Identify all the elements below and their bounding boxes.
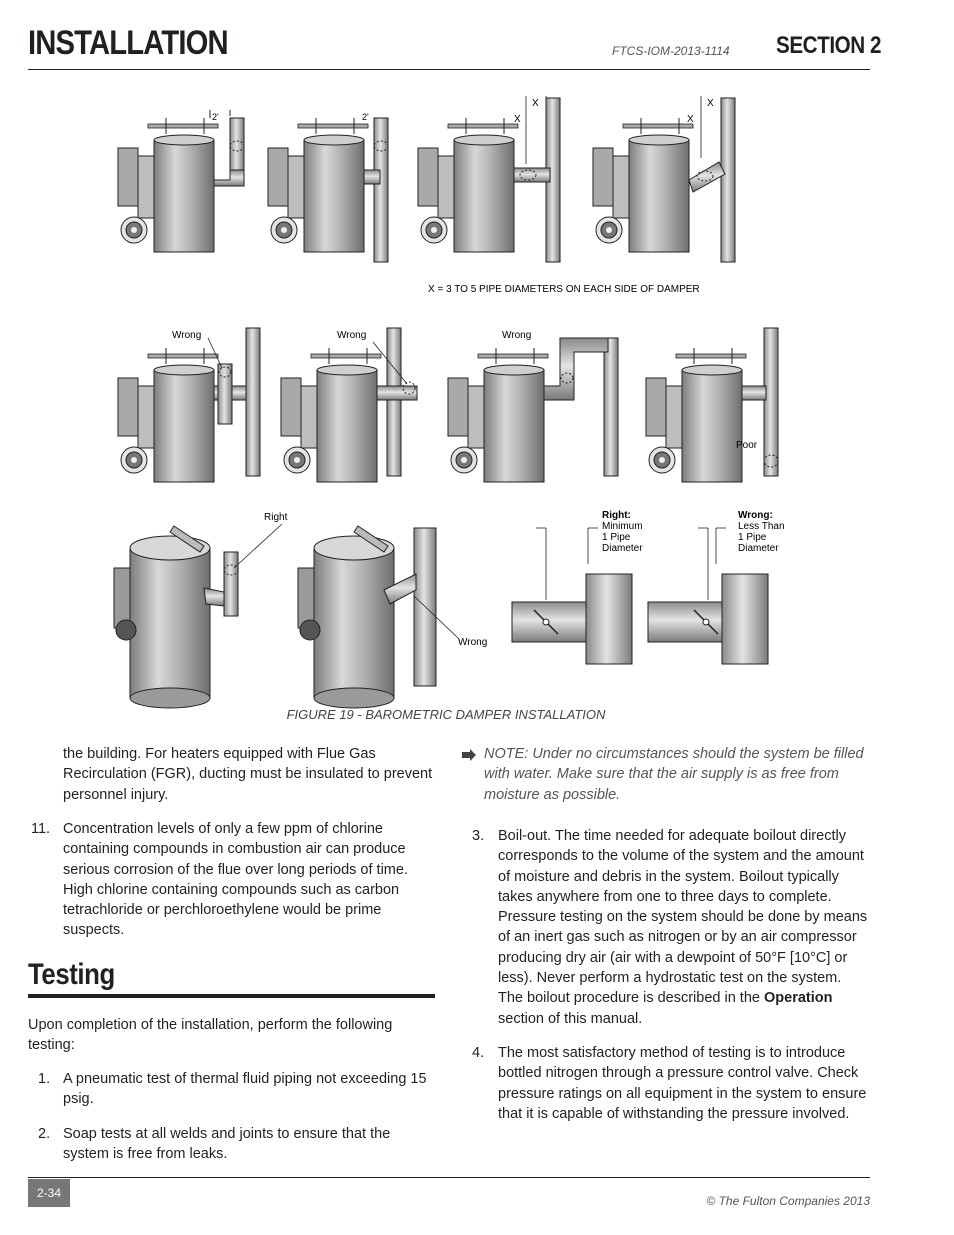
label-poor: Poor <box>736 440 758 451</box>
figure-caption: FIGURE 19 - BAROMETRIC DAMPER INSTALLATION <box>286 707 606 722</box>
section-label: SECTION 2 <box>776 32 882 59</box>
label-right: Right <box>264 512 288 523</box>
operation-bold-text: Operation <box>764 990 833 1007</box>
pointing-hand-icon <box>462 748 476 760</box>
detail-wrong-line2: 1 Pipe <box>738 532 767 543</box>
item-3-text-end: section of this manual. <box>498 1010 643 1027</box>
item-1-text: A pneumatic test of thermal fluid piping not exceeding 15 psig. <box>63 1071 427 1108</box>
heater-right-perspective <box>114 512 288 708</box>
detail-wrong <box>648 510 785 664</box>
dim-x-1: X <box>532 98 539 109</box>
label-wrong-3: Wrong <box>502 330 532 341</box>
detail-right-line1: Minimum <box>602 521 643 532</box>
item-2-number: 2. <box>38 1126 51 1142</box>
damper-diagram <box>28 78 908 738</box>
figure-note-x: X = 3 TO 5 PIPE DIAMETERS ON EACH SIDE OF DAMPER <box>428 284 700 295</box>
dim-2ft-2: 2' <box>362 112 369 122</box>
page-number: 2-34 <box>28 1179 70 1207</box>
detail-wrong-line3: Diameter <box>738 543 779 554</box>
continued-paragraph: the building. For heaters equipped with Flue Gas Recirculation (FGR), ducting must be insulated to prevent personnel injury. <box>63 746 433 803</box>
item-3-number: 3. <box>472 828 485 844</box>
item-1-number: 1. <box>38 1071 51 1087</box>
dim-x-4: X <box>687 114 694 125</box>
detail-right-line2: 1 Pipe <box>602 532 631 543</box>
testing-heading: Testing <box>28 958 115 991</box>
label-wrong-2: Wrong <box>337 330 367 341</box>
testing-rule <box>28 994 435 998</box>
item-11-text: Concentration levels of only a few ppm of chlorine containing compounds in combustion air can produce serious corrosion of the flue over long periods of time. High chlorine containing compounds such as carbon tetrachloride or perchloroethylene would be prime suspects. <box>63 821 408 939</box>
testing-intro: Upon completion of the installation, perform the following testing: <box>28 1017 393 1054</box>
detail-right-line3: Diameter <box>602 543 643 554</box>
document-number: FTCS-IOM-2013-1114 <box>612 44 730 58</box>
item-4-text: The most satisfactory method of testing is to introduce bottled nitrogen through a pressure control valve. Check pressure ratings on all equipment in the system to ensure that it is capable of withstanding the pressure involved. <box>498 1045 867 1122</box>
item-3-text <box>498 826 870 1029</box>
item-3-text-main: Boil-out. The time needed for adequate boilout directly corresponds to the volume of the system and the amount of moisture and debris in the system. Boilout typically takes anywhere from one to three days to complete. Pressure testing on the system should be done by means of an inert gas such as nitrogen or by an air compressor producing dry air (air with a dewpoint of 50°F [10°C] or less). Never perform a hydrostatic test on the system. The boilout procedure is described in the <box>498 828 868 1007</box>
dim-x-2: X <box>514 114 521 125</box>
label-wrong-1: Wrong <box>172 330 202 341</box>
copyright: © The Fulton Companies 2013 <box>706 1194 870 1208</box>
detail-right <box>512 510 643 664</box>
heater-wrong-perspective <box>298 526 487 708</box>
item-4-number: 4. <box>472 1045 485 1061</box>
barometric-damper-figure <box>28 78 908 738</box>
header-rule <box>28 69 870 70</box>
dim-2ft-1: 2' <box>212 112 219 122</box>
footer-rule <box>28 1177 870 1178</box>
detail-right-title: Right: <box>602 510 631 521</box>
item-11-number: 11. <box>31 821 51 837</box>
note-text: NOTE: Under no circumstances should the system be filled with water. Make sure that the air supply is as free from moisture as possible. <box>484 746 864 803</box>
page-title: INSTALLATION <box>28 24 228 62</box>
detail-wrong-line1: Less Than <box>738 521 785 532</box>
label-wrong-4: Wrong <box>458 637 488 648</box>
item-2-text: Soap tests at all welds and joints to ensure that the system is free from leaks. <box>63 1126 391 1163</box>
dim-x-3: X <box>707 98 714 109</box>
detail-wrong-title: Wrong: <box>738 510 773 521</box>
